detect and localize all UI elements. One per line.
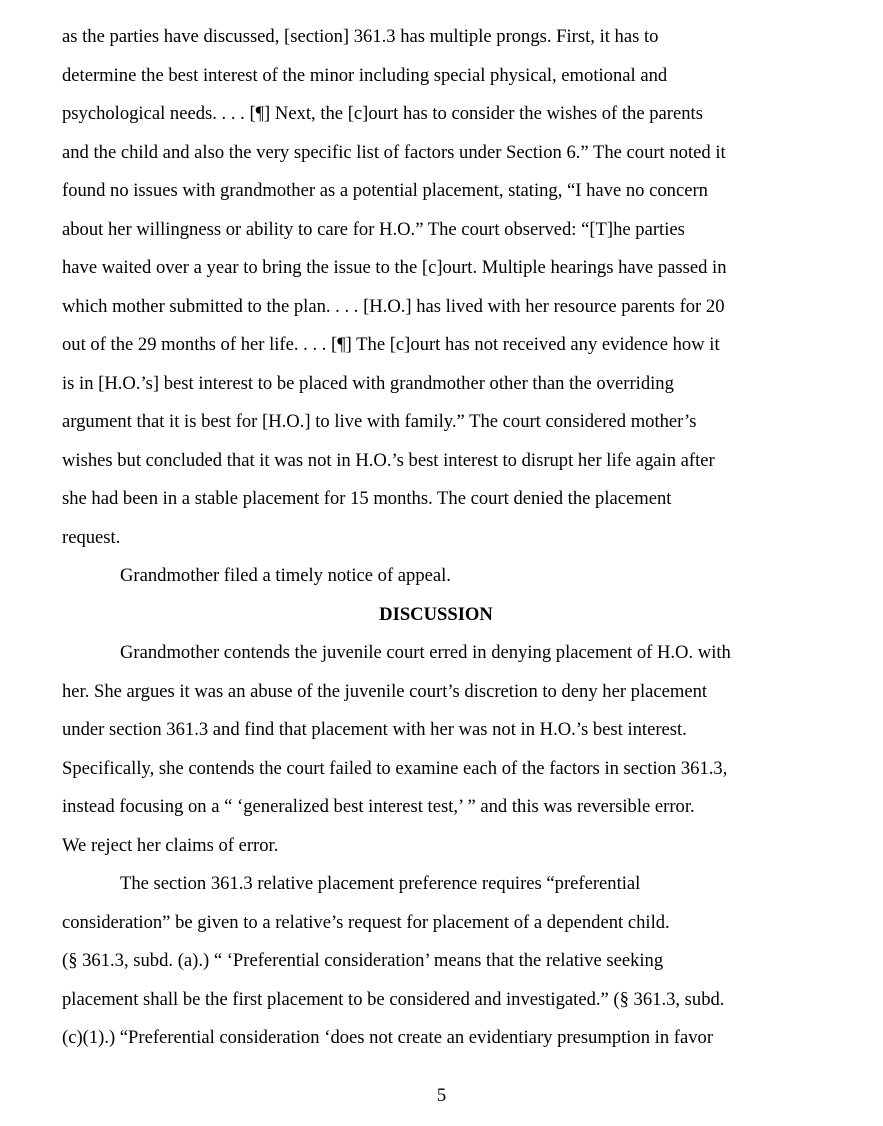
text-line: her. She argues it was an abuse of the juvenile court’s discretion to deny her placement [62,680,708,702]
text-line: under section 361.3 and find that placement with her was not in H.O.’s best interest. [62,719,687,740]
text-line: Grandmother contends the juvenile court erred in denying placement of H.O. with [120,642,731,663]
paragraph-grandmother-contentions [62,634,822,865]
text-line: and the child and also the very specific list of factors under Section 6.” The court noted it [62,141,726,163]
text-line: out of the 29 months of her life. . . . [¶] The [c]ourt has not received any evidence how it [62,334,720,355]
text-line: We reject her claims of error. [62,834,279,856]
paragraph-notice-of-appeal [62,557,822,596]
text-line: (c)(1).) “Preferential consideration ‘does not create an evidentiary presumption in favor [62,1027,714,1048]
text-line: as the parties have discussed, [section] 361.3 has multiple prongs. First, it has to [62,26,659,47]
text-line: argument that it is best for [H.O.] to live with family.” The court considered mother’s [62,411,697,432]
paragraph-relative-placement-preference [62,865,822,1058]
page-number: 5 [436,1085,447,1106]
text-line: request. [62,526,121,548]
document-page [62,18,822,1058]
paragraph-court-ruling [62,18,822,557]
text-line: have waited over a year to bring the issue to the [c]ourt. Multiple hearings have passed in [62,257,727,278]
text-line: The section 361.3 relative placement preference requires “preferential [120,873,641,894]
text-line: Specifically, she contends the court failed to examine each of the factors in section 361.3, [62,757,728,779]
text-line: wishes but concluded that it was not in H.O.’s best interest to disrupt her life again after [62,449,715,471]
text-line: instead focusing on a “ ‘generalized best interest test,’ ” and this was reversible error. [62,796,695,817]
text-line: Grandmother filed a timely notice of appeal. [120,565,451,586]
section-heading: DISCUSSION [379,603,493,625]
text-line: about her willingness or ability to care for H.O.” The court observed: “[T]he parties [62,218,685,240]
text-line: which mother submitted to the plan. . . . [H.O.] has lived with her resource parents for 20 [62,295,725,317]
text-line: placement shall be the first placement to be considered and investigated.” (§ 361.3, subd. [62,988,725,1010]
text-line: psychological needs. . . . [¶] Next, the [c]ourt has to consider the wishes of the parents [62,103,703,124]
text-line: is in [H.O.’s] best interest to be placed with grandmother other than the overriding [62,372,674,394]
text-line: she had been in a stable placement for 15 months. The court denied the placement [62,488,672,509]
text-line: determine the best interest of the minor including special physical, emotional and [62,64,668,86]
text-line: found no issues with grandmother as a potential placement, stating, “I have no concern [62,180,708,201]
text-line: (§ 361.3, subd. (a).) “ ‘Preferential consideration’ means that the relative seeking [62,950,664,971]
text-line: consideration” be given to a relative’s request for placement of a dependent child. [62,911,670,933]
